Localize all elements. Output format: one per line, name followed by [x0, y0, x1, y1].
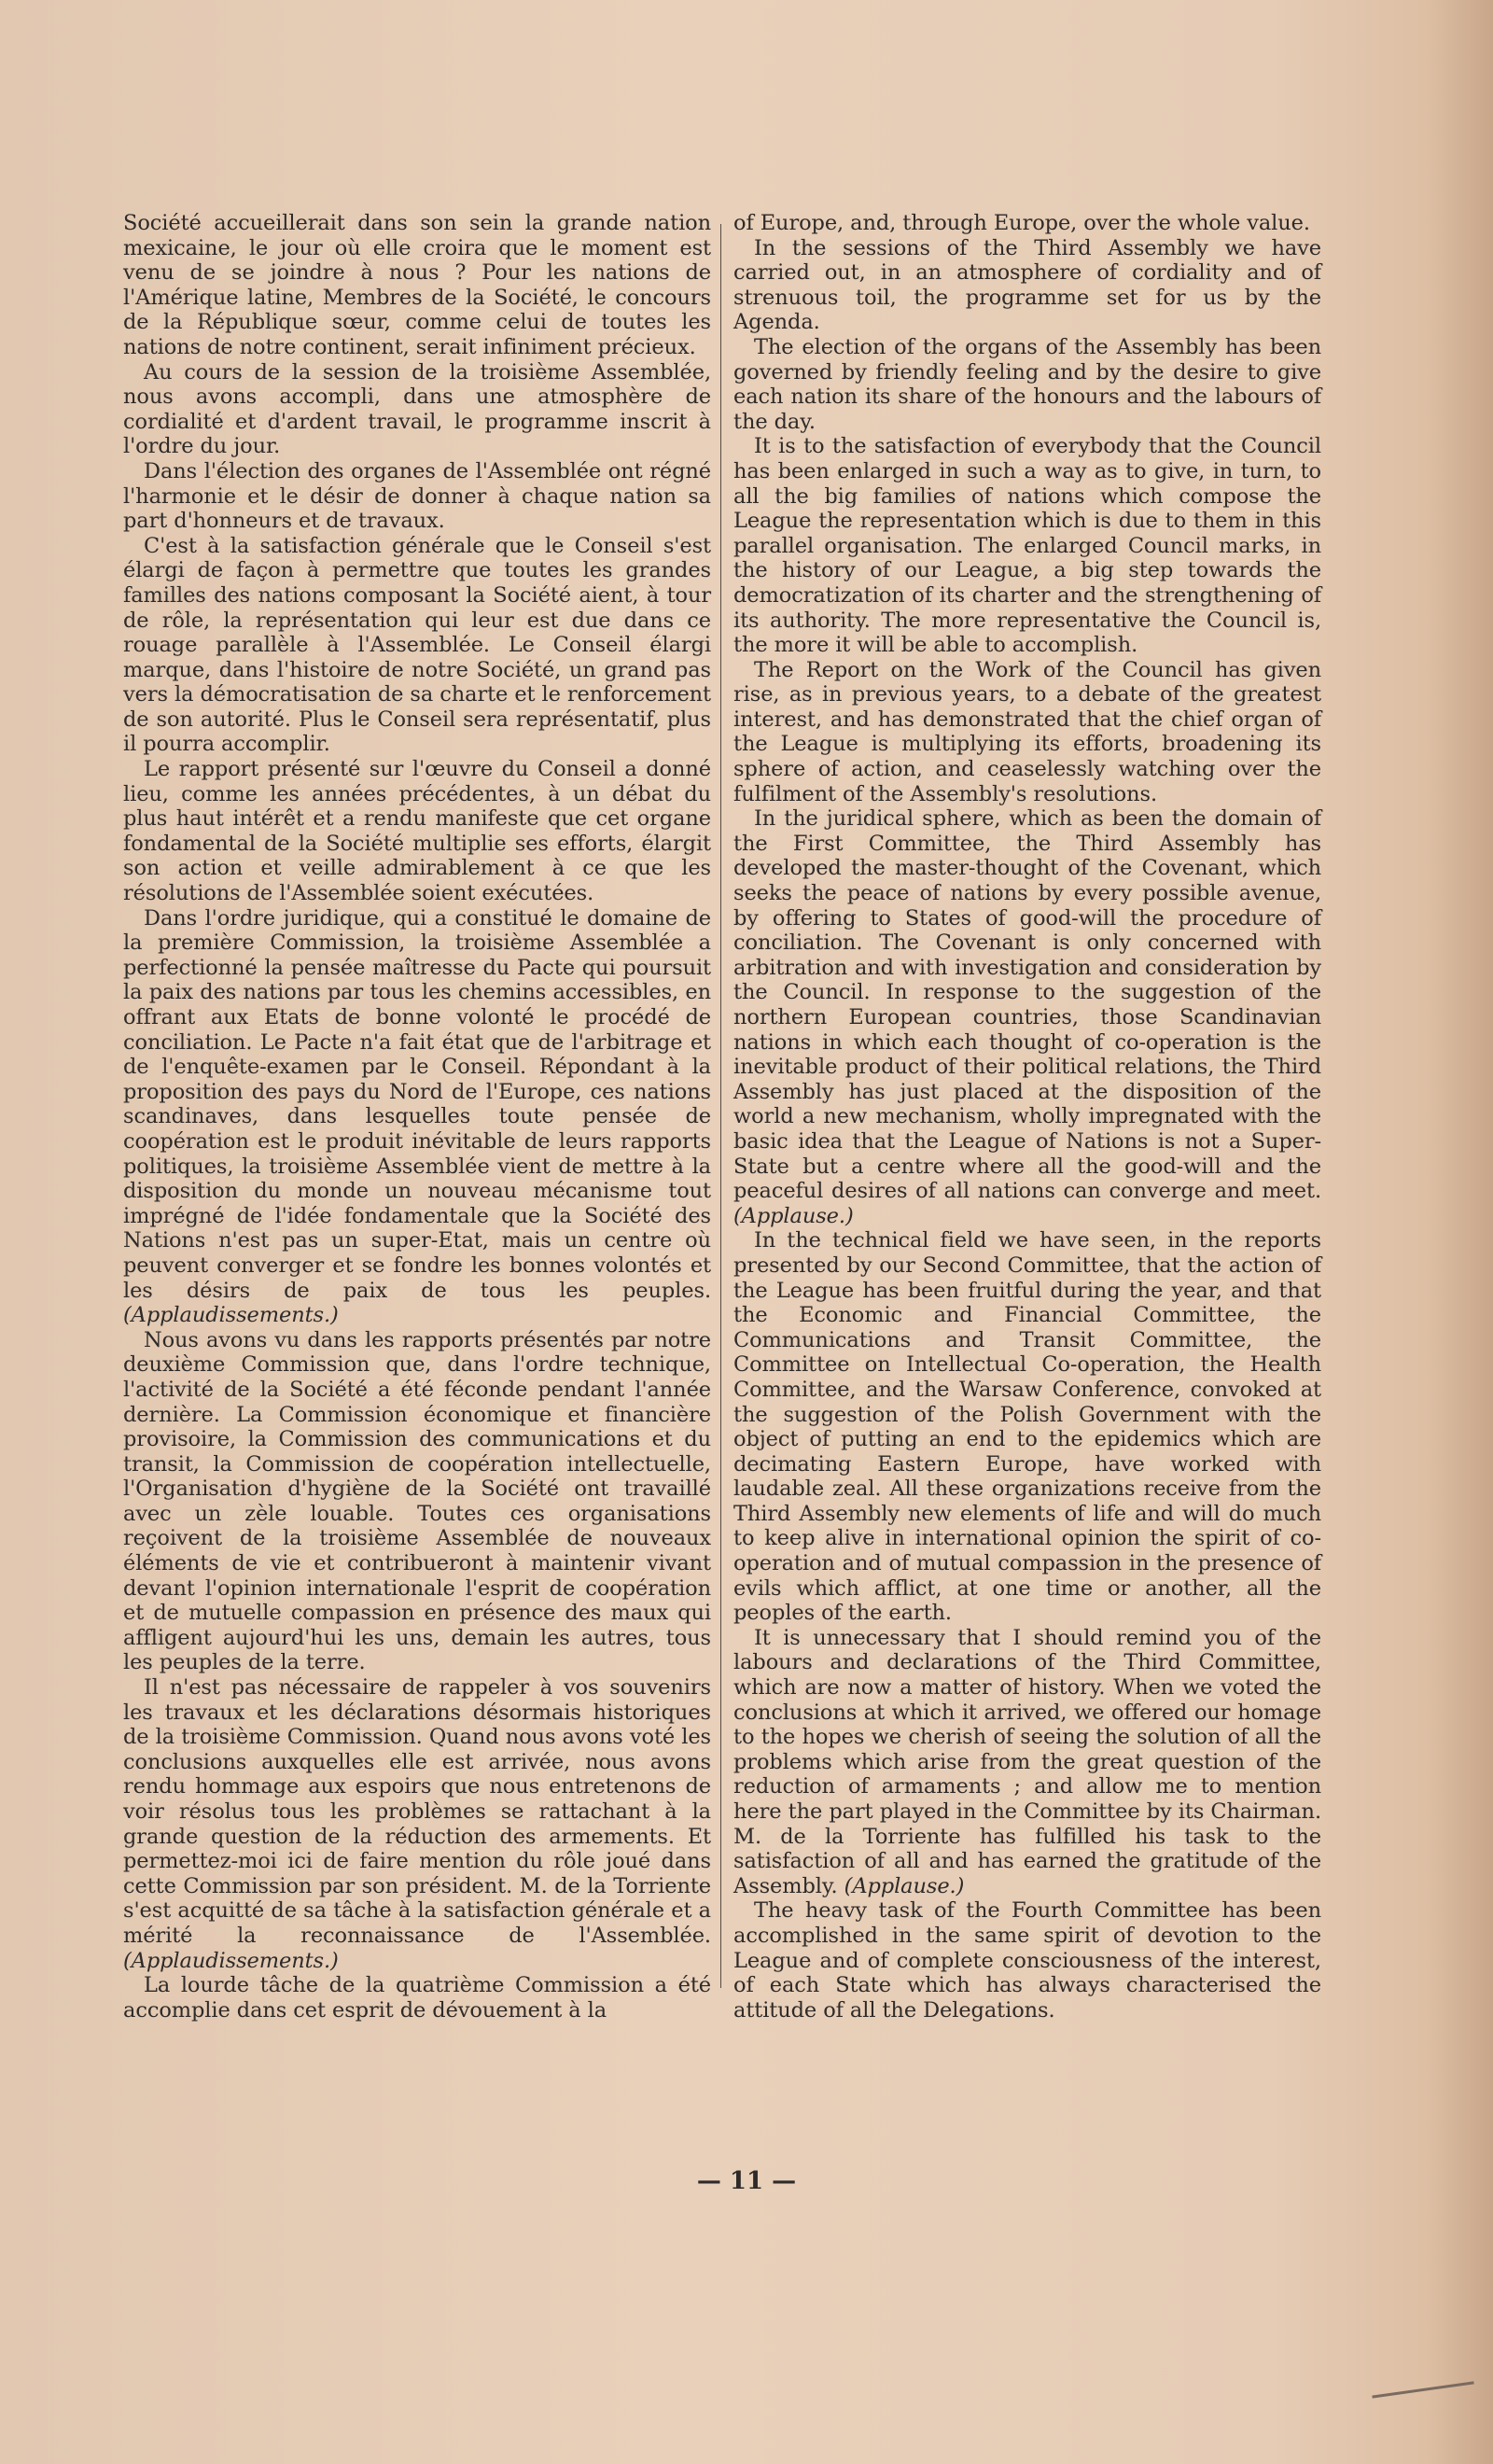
paragraph [733, 236, 1321, 335]
right-column-english [733, 211, 1321, 2023]
paragraph [733, 1228, 1321, 1626]
paragraph [733, 1898, 1321, 2023]
paragraph [733, 211, 1321, 236]
paragraph [123, 534, 711, 757]
paragraph-text: In the juridical sphere, which as been the domain of the First Committee, the Third Assembly has developed the master-thought of the Covenant, which seeks the peace of nations by every possible avenue, by offering to States of good-will the procedure of conciliation. The Covenant is only concerned with arbitration and with investigation and consideration by the Council. In response to the suggestion of the northern European countries, those Scandinavian nations in which each thought of co-operation is the inevitable product of their political relations, the Third Assembly has just placed at the disposition of the world a new mechanism, wholly impregnated with the basic idea that the League of Nations is not a Super-State but a centre where all the good-will and the peaceful desires of all nations can converge and meet. [733, 806, 1321, 1204]
paragraph [733, 1626, 1321, 1899]
paragraph-text: In the sessions of the Third Assembly we have carried out, in an atmosphere of cordiality and of strenuous toil, the programme set for us by the Agenda. [733, 235, 1321, 335]
paragraph-text: The election of the organs of the Assembly has been governed by friendly feeling and by the desire to give each nation its share of the honours and the labours of the day. [733, 334, 1321, 434]
paragraph [123, 757, 711, 906]
paragraph [123, 459, 711, 534]
applause-note: (Applaudissements.) [123, 1948, 339, 1973]
paragraph [123, 1675, 711, 1973]
applause-note: (Applause.) [844, 1873, 965, 1898]
paragraph-text: The heavy task of the Fourth Committee has been accomplished in the same spirit of devotion to the League and of complete consciousness of the interest, of each State which has always characterised the attitude of all the Delegations. [733, 1898, 1321, 2023]
paragraph-text: Il n'est pas nécessaire de rappeler à vos souvenirs les travaux et les déclarations désormais historiques de la troisième Commission. Quand nous avons voté les conclusions auxquelles elle est arrivée, nous avons rendu hommage aux espoirs que nous entretenons de voir résolus tous les problèmes se rattachant à la grande question de la réduction des armements. Et permettez-moi ici de faire mention du rôle joué dans cette Commission par son président. M. de la Torriente s'est acquitté de sa tâche à la satisfaction générale et a mérité la reconnaissance de l'Assemblée. [123, 1675, 711, 1948]
paragraph [733, 434, 1321, 657]
paragraph-text: In the technical field we have seen, in the reports presented by our Second Committee, that the action of the League has been fruitful during the year, and that the Economic and Financial Committee, the Communications and Transit Committee, the Committee on Intellectual Co-operation, the Health Committee, and the Warsaw Conference, convoked at the suggestion of the Polish Government with the object of putting an end to the epidemics which are decimating Eastern Europe, have worked with laudable zeal. All these organizations receive from the Third Assembly new elements of life and will do much to keep alive in international opinion the spirit of co-operation and of mutual compassion in the presence of evils which afflict, at one time or another, all the peoples of the earth. [733, 1228, 1321, 1626]
paragraph-text: Nous avons vu dans les rapports présentés par notre deuxième Commission que, dans l'ordre technique, l'activité de la Société a été féconde pendant l'année dernière. La Commission économique et financière provisoire, la Commission des communications et du transit, la Commission de coopération intellectuelle, l'Organisation d'hygiène de la Société ont travaillé avec un zèle louable. Toutes ces organisations reçoivent de la troisième Assemblée de nouveaux éléments de vie et contribueront à maintenir vivant devant l'opinion internationale l'esprit de coopération et de mutuelle compassion en présence des maux qui affligent aujourd'hui les uns, demain les autres, tous les peuples de la terre. [123, 1327, 711, 1675]
paragraph-text: Dans l'élection des organes de l'Assemblée ont régné l'harmonie et le désir de donner à chaque nation sa part d'honneurs et de travaux. [123, 458, 711, 534]
page-number: — 11 — [696, 2167, 797, 2195]
paragraph-text: Société accueillerait dans son sein la grande nation mexicaine, le jour où elle croira que le moment est venu de se joindre à nous ? Pour les nations de l'Amérique latine, Membres de la Société, le concours de la République sœur, comme celui de toutes les nations de notre continent, serait infiniment précieux. [123, 211, 711, 359]
paragraph [123, 1973, 711, 2023]
paragraph-text: C'est à la satisfaction générale que le Conseil s'est élargi de façon à permettre que toutes les grandes familles des nations composant la Société aient, à tour de rôle, la représentation qui leur est due dans ce rouage parallèle à l'Assemblée. Le Conseil élargi marque, dans l'histoire de notre Société, un grand pas vers la démocratisation de sa charte et le renforcement de son autorité. Plus le Conseil sera représentatif, plus il pourra accomplir. [123, 533, 711, 757]
applause-note: (Applause.) [733, 1203, 854, 1228]
paragraph-text: Dans l'ordre juridique, qui a constitué le domaine de la première Commission, la troisième Assemblée a perfectionné la pensée maîtresse du Pacte qui poursuit la paix des nations par tous les chemins accessibles, en offrant aux Etats de bonne volonté le procédé de conciliation. Le Pacte n'a fait état que de l'arbitrage et de l'enquête-examen par le Conseil. Répondant à la proposition des pays du Nord de l'Europe, ces nations scandinaves, dans lesquelles toute pensée de coopération est le produit inévitable de leurs rapports politiques, la troisième Assemblée vient de mettre à la disposition du monde un nouveau mécanisme tout imprégné de l'idée fondamentale que la Société des Nations n'est pas un super-Etat, mais un centre où peuvent converger et se fondre les bonnes volontés et les désirs de paix de tous les peuples. [123, 905, 711, 1303]
paragraph-text: The Report on the Work of the Council has given rise, as in previous years, to a debate of the greatest interest, and has demonstrated that the chief organ of the League is multiplying its efforts, broadening its sphere of action, and ceaselessly watching over the fulfilment of the Assembly's resolutions. [733, 657, 1321, 806]
paragraph [123, 906, 711, 1328]
paragraph-text: It is unnecessary that I should remind you of the labours and declarations of the Third Committee, which are now a matter of history. When we voted the conclusions at which it arrived, we offered our homage to the hopes we cherish of seeing the solution of all the problems which arise from the great question of the reduction of armaments ; and allow me to mention here the part played in the Committee by its Chairman. M. de la Torriente has fulfilled his task to the satisfaction of all and has earned the gratitude of the Assembly. [733, 1625, 1321, 1898]
paragraph [123, 1328, 711, 1675]
column-divider [720, 224, 721, 1988]
paragraph [123, 360, 711, 459]
paragraph [733, 806, 1321, 1228]
left-column-french [123, 211, 711, 2023]
paragraph [123, 211, 711, 360]
applause-note: (Applaudissements.) [123, 1303, 339, 1328]
paragraph-text: of Europe, and, through Europe, over the whole value. [733, 211, 1310, 235]
paper-edge-shadow [1428, 0, 1493, 2464]
paragraph-text: It is to the satisfaction of everybody that the Council has been enlarged in such a way as to give, in turn, to all the big families of nations which compose the League the representation which is due to them in this parallel organisation. The enlarged Council marks, in the history of our League, a big step towards the democratization of its charter and the strengthening of its authority. The more representative the Council is, the more it will be able to accomplish. [733, 434, 1321, 658]
paragraph [733, 335, 1321, 434]
paragraph-text: Le rapport présenté sur l'œuvre du Conseil a donné lieu, comme les années précédentes, à un débat du plus haut intérêt et a rendu manifeste que cet organe fondamental de la Société multiplie ses efforts, élargit son action et veille admirablement à ce que les résolutions de l'Assemblée soient exécutées. [123, 757, 711, 906]
paragraph-text: Au cours de la session de la troisième Assemblée, nous avons accompli, dans une atmosphère de cordialité et d'ardent travail, le programme inscrit à l'ordre du jour. [123, 359, 711, 459]
paragraph [733, 658, 1321, 807]
paragraph-text: La lourde tâche de la quatrième Commission a été accomplie dans cet esprit de dévouement à la [123, 1973, 711, 2023]
